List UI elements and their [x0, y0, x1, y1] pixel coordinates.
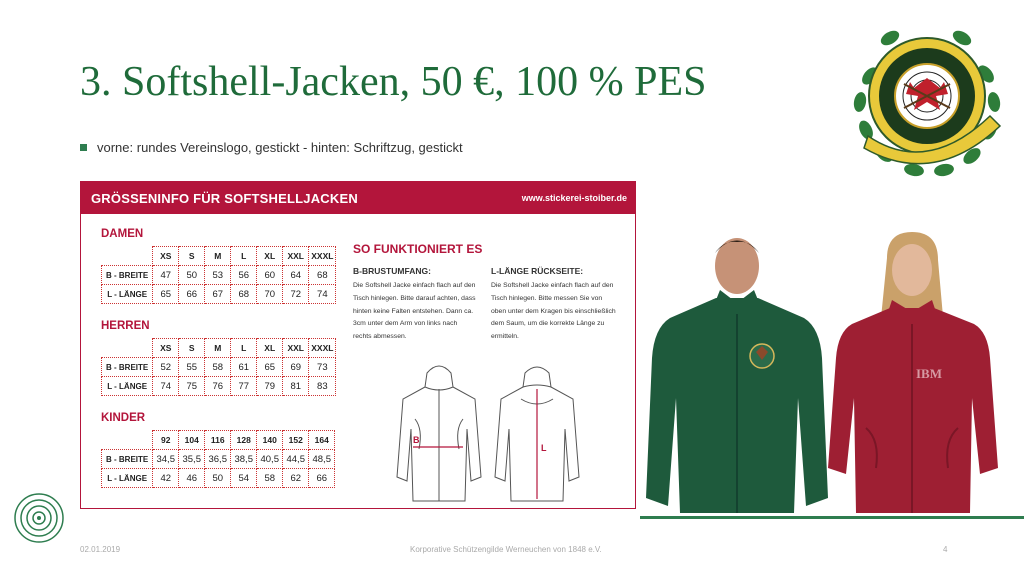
size-value-cell: 42: [153, 469, 179, 488]
woman-red-jacket: [828, 232, 998, 513]
size-row-label: L - LÄNGE: [102, 377, 153, 396]
size-value-cell: 38,5: [231, 450, 257, 469]
size-value-cell: 66: [179, 285, 205, 304]
size-value-cell: 62: [283, 469, 309, 488]
size-value-cell: 77: [231, 377, 257, 396]
size-header-cell: 116: [205, 431, 231, 450]
size-header-cell: XXL: [283, 247, 309, 266]
size-value-cell: 83: [309, 377, 336, 396]
size-chart: [80, 181, 636, 509]
b-section-text: [353, 280, 485, 344]
l-text-line: Tisch hinlegen. Bitte messen Sie von: [491, 294, 603, 302]
size-value-cell: 53: [205, 266, 231, 285]
size-value-cell: 35,5: [179, 450, 205, 469]
b-text-line: rechts abmessen.: [353, 333, 407, 341]
damen-table: [101, 246, 336, 304]
size-value-cell: 66: [309, 469, 335, 488]
size-value-cell: 47: [153, 266, 179, 285]
bullet-text: vorne: rundes Vereinslogo, gestickt - hinten: Schriftzug, gestickt: [97, 140, 463, 155]
size-header-cell: 104: [179, 431, 205, 450]
l-section-title: L-LÄNGE RÜCKSEITE:: [491, 266, 584, 276]
size-chart-body: [81, 214, 635, 508]
b-text-line: 3cm unter dem Arm von links nach: [353, 320, 458, 328]
size-value-cell: 73: [309, 358, 336, 377]
b-text-line: Tisch hinlegen. Bitte darauf achten, dass: [353, 294, 476, 302]
size-table-row: [102, 377, 336, 396]
b-text-line: hinten keine Falten entstehen. Dann ca.: [353, 307, 474, 315]
size-value-cell: 50: [179, 266, 205, 285]
l-text-line: dem Saum, um die korrekte Länge zu: [491, 320, 605, 328]
kinder-title: KINDER: [101, 412, 146, 424]
herren-title: HERREN: [101, 320, 150, 332]
size-value-cell: 75: [179, 377, 205, 396]
how-title: SO FUNKTIONIERT ES: [353, 242, 483, 256]
size-table-row: [102, 450, 335, 469]
footer-page-number: 4: [943, 545, 948, 554]
b-text-line: Die Softshell Jacke einfach flach auf den: [353, 282, 476, 289]
size-value-cell: 54: [231, 469, 257, 488]
size-value-cell: 52: [153, 358, 179, 377]
size-value-cell: 69: [283, 358, 309, 377]
blank-cell: [102, 431, 153, 450]
club-logo-emblem-icon: [844, 16, 1010, 182]
size-value-cell: 74: [309, 285, 336, 304]
blank-cell: [102, 339, 153, 358]
size-header-cell: M: [205, 339, 231, 358]
herren-table: [101, 338, 336, 396]
l-section-text: [491, 280, 623, 344]
size-header-cell: XXL: [283, 339, 309, 358]
size-header-cell: L: [231, 247, 257, 266]
size-value-cell: 65: [257, 358, 283, 377]
size-value-cell: 72: [283, 285, 309, 304]
size-header-cell: XL: [257, 339, 283, 358]
jacket-front-outline-icon: [393, 359, 485, 509]
slide-title: 3. Softshell-Jacken, 50 €, 100 % PES: [80, 59, 707, 105]
bullet-item: [80, 140, 463, 155]
size-header-cell: XL: [257, 247, 283, 266]
size-value-cell: 65: [153, 285, 179, 304]
green-divider-line: [640, 516, 1024, 519]
size-header-cell: S: [179, 339, 205, 358]
size-row-label: L - LÄNGE: [102, 469, 153, 488]
size-value-cell: 40,5: [257, 450, 283, 469]
size-header-cell: 152: [283, 431, 309, 450]
size-value-cell: 64: [283, 266, 309, 285]
l-text-line: Die Softshell Jacke einfach flach auf den: [491, 282, 614, 289]
damen-title: DAMEN: [101, 228, 144, 240]
size-table-row: [102, 469, 335, 488]
size-row-label: B - BREITE: [102, 450, 153, 469]
size-value-cell: 46: [179, 469, 205, 488]
size-header-cell: 128: [231, 431, 257, 450]
size-row-label: B - BREITE: [102, 358, 153, 377]
size-value-cell: 61: [231, 358, 257, 377]
size-value-cell: 44,5: [283, 450, 309, 469]
size-value-cell: 56: [231, 266, 257, 285]
size-value-cell: 34,5: [153, 450, 179, 469]
size-header-cell: XXXL: [309, 339, 336, 358]
size-value-cell: 50: [205, 469, 231, 488]
size-value-cell: 48,5: [309, 450, 335, 469]
size-header-cell: 92: [153, 431, 179, 450]
size-header-cell: 140: [257, 431, 283, 450]
size-header-cell: XS: [153, 247, 179, 266]
size-row-label: B - BREITE: [102, 266, 153, 285]
size-table-row: [102, 285, 336, 304]
b-section-title: B-BRUSTUMFANG:: [353, 266, 431, 276]
size-value-cell: 68: [309, 266, 336, 285]
female-jacket-text: IBM: [916, 366, 942, 381]
size-value-cell: 67: [205, 285, 231, 304]
fig-b-label: B: [413, 435, 420, 445]
size-chart-url: www.stickerei-stoiber.de: [521, 193, 627, 203]
size-header-row: [102, 339, 336, 358]
size-value-cell: 58: [205, 358, 231, 377]
jackets-photo: [640, 228, 1010, 518]
size-header-row: [102, 247, 336, 266]
size-value-cell: 79: [257, 377, 283, 396]
size-header-cell: M: [205, 247, 231, 266]
man-green-jacket: [646, 238, 828, 513]
footer-center: Korporative Schützengilde Werneuchen von 1848 e.V.: [410, 545, 602, 554]
size-value-cell: 58: [257, 469, 283, 488]
bullet-square-icon: [80, 144, 87, 151]
size-header-row: [102, 431, 335, 450]
size-chart-header: [81, 182, 635, 214]
size-value-cell: 81: [283, 377, 309, 396]
size-header-cell: XXXL: [309, 247, 336, 266]
size-value-cell: 55: [179, 358, 205, 377]
size-header-cell: XS: [153, 339, 179, 358]
l-text-line: oben unter dem Kragen bis einschließlich: [491, 307, 616, 315]
size-value-cell: 70: [257, 285, 283, 304]
size-value-cell: 60: [257, 266, 283, 285]
size-table-row: [102, 266, 336, 285]
size-header-cell: S: [179, 247, 205, 266]
size-chart-title: GRÖSSENINFO FÜR SOFTSHELLJACKEN: [91, 190, 358, 206]
size-header-cell: 164: [309, 431, 335, 450]
footer-date: 02.01.2019: [80, 545, 121, 554]
size-value-cell: 76: [205, 377, 231, 396]
size-row-label: L - LÄNGE: [102, 285, 153, 304]
size-table-row: [102, 358, 336, 377]
size-value-cell: 36,5: [205, 450, 231, 469]
size-header-cell: L: [231, 339, 257, 358]
jacket-back-outline-icon: [491, 359, 583, 509]
size-value-cell: 74: [153, 377, 179, 396]
fig-l-label: L: [541, 443, 547, 453]
kinder-table: [101, 430, 335, 488]
size-value-cell: 68: [231, 285, 257, 304]
blank-cell: [102, 247, 153, 266]
target-icon: [13, 492, 65, 544]
l-text-line: ermitteln.: [491, 333, 519, 341]
